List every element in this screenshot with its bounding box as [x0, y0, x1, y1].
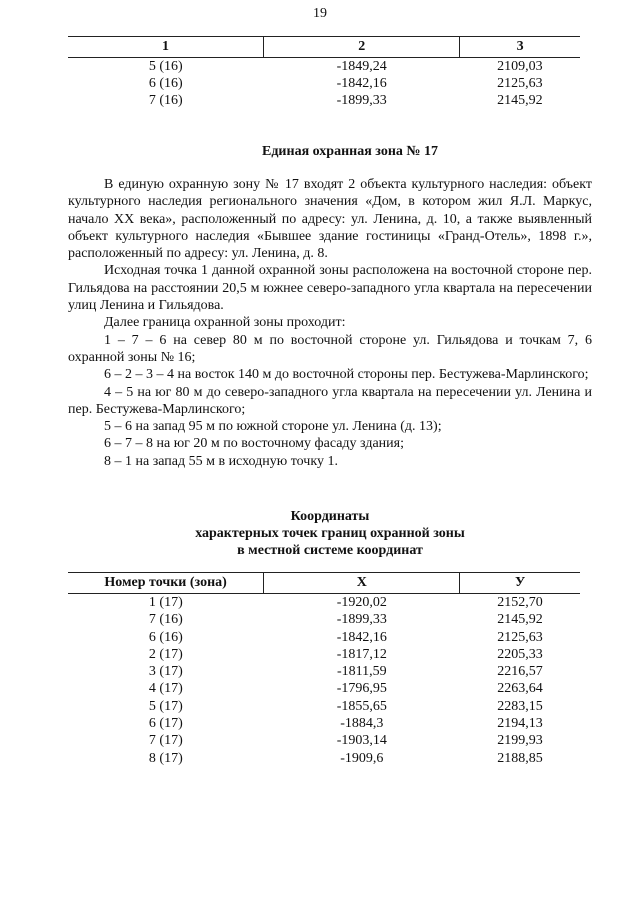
coordinates-title-line: характерных точек границ охранной зоны [195, 526, 465, 541]
table-header-row [68, 573, 580, 594]
section-body [68, 176, 592, 470]
page-number: 19 [313, 6, 327, 21]
table-cell: 2 (17) [148, 646, 183, 662]
paragraph: Исходная точка 1 данной охранной зоны расположена на восточной стороне пер. Гильядова на расстоянии 20,5 м южнее северо-западного угла квартала на пересечении улиц Ленина и Гильядова. [68, 263, 592, 314]
table-cell: 2188,85 [497, 750, 543, 766]
table-cell: 7 (16) [148, 612, 183, 628]
table-cell: -1849,24 [336, 59, 387, 74]
table-row [68, 646, 580, 663]
continued-coordinates-table [68, 36, 580, 109]
table-cell: 7 (17) [148, 733, 183, 749]
table-cell: -1899,33 [336, 612, 387, 628]
table-row [68, 698, 580, 715]
table-cell: -1796,95 [336, 681, 387, 697]
coordinates-table [68, 572, 580, 767]
table-cell: 2152,70 [497, 595, 543, 610]
table-row [68, 750, 580, 767]
table-row [68, 680, 580, 697]
table-row [68, 611, 580, 628]
column-header: У [460, 573, 580, 594]
table-row [68, 732, 580, 749]
table-cell: 4 (17) [148, 681, 183, 697]
paragraph: 1 – 7 – 6 на север 80 м по восточной стороне ул. Гильядова и точкам 7, 6 охранной зоны № 16; [68, 332, 592, 365]
section-heading: Единая охранная зона № 17 [262, 144, 438, 159]
table-cell: -1817,12 [336, 646, 387, 662]
table-cell: 3 (17) [148, 664, 183, 680]
paragraph: 8 – 1 на запад 55 м в исходную точку 1. [104, 453, 338, 469]
table-cell: 5 (16) [148, 59, 183, 74]
table-row [68, 663, 580, 680]
table-cell: -1884,3 [340, 716, 384, 732]
column-header: 1 [68, 37, 264, 58]
table-row [68, 92, 580, 109]
table-cell: 2205,33 [497, 646, 543, 662]
table-cell: 6 (16) [148, 629, 183, 645]
table-cell: -1909,6 [340, 750, 384, 766]
paragraph: 6 – 2 – 3 – 4 на восток 140 м до восточной стороны пер. Бестужева-Марлинского; [104, 367, 589, 383]
table-cell: 7 (16) [148, 93, 183, 108]
table-cell: -1903,14 [336, 733, 387, 749]
paragraph: Далее граница охранной зоны проходит: [104, 315, 346, 331]
table-cell: 1 (17) [148, 595, 183, 610]
table-row [68, 715, 580, 732]
paragraph: 4 – 5 на юг 80 м до северо-западного угла квартала на пересечении ул. Ленина и пер. Бестужева-Марлинского; [68, 384, 592, 417]
table-row [68, 594, 580, 612]
table-cell: 2109,03 [497, 59, 543, 74]
paragraph: В единую охранную зону № 17 входят 2 объекта культурного наследия: объект культурного наследия регионального значения «Дом, в котором жил Я.Л. Маркус, начало XX века», расположенный по адресу: ул. Ленина, д. 10, а также выявленный объект культурного наследия «Бывшее здание гостиницы «Гранд-Отель», 1898 г.», расположенный по адресу: ул. Ленина, д. 8. [68, 177, 592, 262]
table-cell: 2283,15 [497, 698, 543, 714]
table-cell: 5 (17) [148, 698, 183, 714]
paragraph: 5 – 6 на запад 95 м по южной стороне ул. Ленина (д. 13); [104, 419, 442, 435]
table-cell: 2125,63 [497, 629, 543, 645]
table-row [68, 629, 580, 646]
table-cell: -1920,02 [336, 595, 387, 610]
paragraph: 6 – 7 – 8 на юг 20 м по восточному фасаду здания; [104, 436, 404, 452]
column-header: X [264, 573, 460, 594]
coordinates-title [0, 508, 640, 559]
table-cell: 2145,92 [497, 93, 543, 108]
table-cell: 2125,63 [497, 76, 543, 91]
column-header: 2 [264, 37, 460, 58]
table-cell: 6 (17) [148, 716, 183, 732]
table-cell: 2194,13 [497, 716, 543, 732]
table-cell: 2263,64 [497, 681, 543, 697]
table-header-row [68, 37, 580, 58]
table-cell: -1842,16 [336, 629, 387, 645]
table-row [68, 75, 580, 92]
table-cell: -1855,65 [336, 698, 387, 714]
table-cell: -1899,33 [336, 93, 387, 108]
table-cell: 2145,92 [497, 612, 543, 628]
table-cell: -1842,16 [336, 76, 387, 91]
table-cell: -1811,59 [336, 664, 387, 680]
coordinates-title-line: Координаты [290, 509, 370, 524]
coordinates-title-line: в местной системе координат [237, 543, 423, 558]
table-cell: 2199,93 [497, 733, 543, 749]
table-cell: 2216,57 [497, 664, 543, 680]
column-header: 3 [460, 37, 580, 58]
table-cell: 8 (17) [148, 750, 183, 766]
table-cell: 6 (16) [148, 76, 183, 91]
table-row [68, 58, 580, 76]
column-header: Номер точки (зона) [68, 573, 264, 594]
